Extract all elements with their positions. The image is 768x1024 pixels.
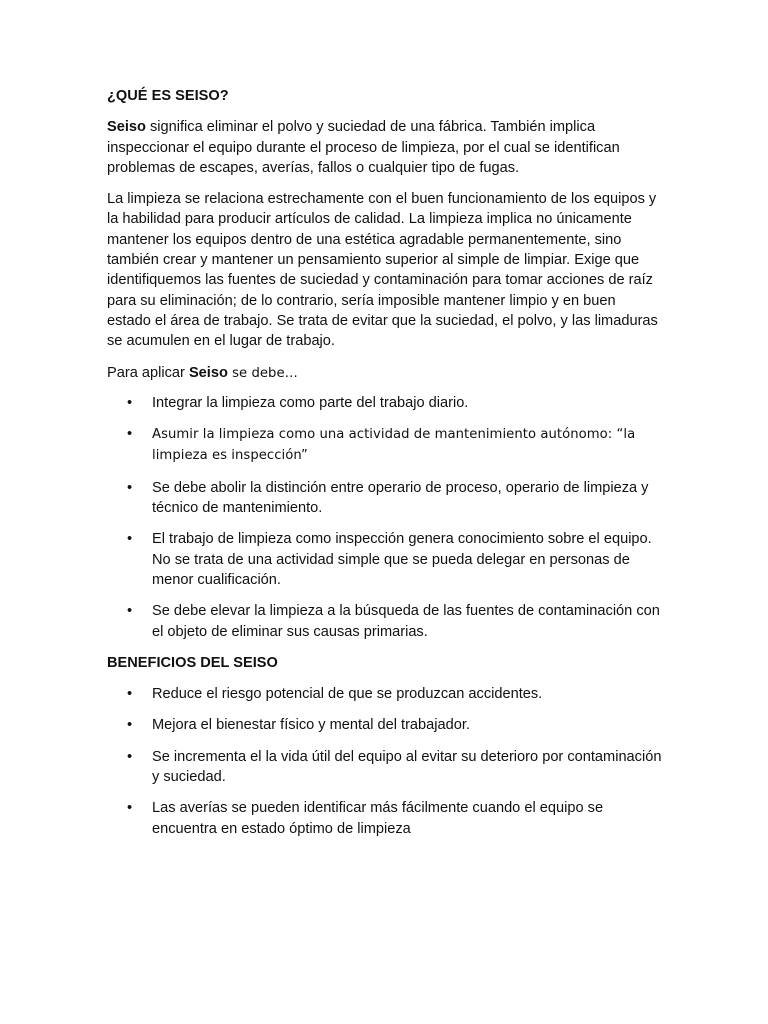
list-item [107, 747, 662, 788]
list-item-text: Asumir la limpieza como una actividad de mantenimiento autónomo: “la limpieza es inspección” [152, 427, 636, 464]
paragraph-how-to-apply [107, 363, 662, 384]
list-item-text: Se incrementa el la vida útil del equipo al evitar su deterioro por contaminación y suciedad. [152, 748, 662, 786]
list-item [107, 424, 662, 467]
benefits-list [107, 684, 662, 839]
bold-term-seiso-2: Seiso [188, 364, 228, 381]
list-item [107, 601, 662, 642]
list-item-text: Se debe abolir la distinción entre operario de proceso, operario de limpieza y técnico de mantenimiento. [152, 479, 649, 517]
list-item-text: Mejora el bienestar físico y mental del trabajador. [152, 717, 470, 734]
list-item [107, 798, 662, 839]
bullet-icon: • [127, 479, 133, 496]
bullet-icon: • [127, 748, 133, 765]
list-item-text: Se debe elevar la limpieza a la búsqueda de las fuentes de contaminación con el objeto de eliminar sus causas primarias. [152, 603, 660, 640]
how-to-apply-suffix: se debe… [227, 365, 298, 381]
section-heading-que-es-seiso: ¿QUÉ ES SEISO? [107, 88, 229, 104]
paragraph-cleaning-explanation: La limpieza se relaciona estrechamente con el buen funcionamiento de los equipos y la habilidad para producir artículos de calidad. La limpieza implica no únicamente mantener los equipos dentro de una estética agradable permanentemente, sino también crear y mantener un pensamiento superior al simple de limpiar. Exige que identifiquemos las fuentes de suciedad y contaminación para tomar acciones de raíz para su eliminación; de lo contrario, sería imposible mantener limpio y en buen estado el área de trabajo. Se trata de evitar que la suciedad, el polvo, y las limaduras se acumulen en el lugar de trabajo. [107, 191, 658, 350]
list-item-text: El trabajo de limpieza como inspección genera conocimiento sobre el equipo. No se trata de una actividad simple que se pueda delegar en personas de menor cualificación. [152, 531, 652, 588]
list-item-text: Las averías se pueden identificar más fácilmente cuando el equipo se encuentra en estado óptimo de limpieza [152, 800, 604, 837]
list-item [107, 393, 662, 413]
list-item [107, 478, 662, 519]
apply-seiso-list [107, 393, 662, 642]
list-item-text: Integrar la limpieza como parte del trabajo diario. [152, 394, 469, 411]
paragraph-definition-text: significa eliminar el polvo y suciedad de una fábrica. También implica inspeccionar el equipo durante el proceso de limpieza, por el cual se identifican problemas de escapes, averías, fallos o cualquier tipo de fugas. [107, 119, 620, 176]
bold-term-seiso: Seiso [107, 119, 146, 136]
bullet-icon: • [127, 717, 133, 734]
section-heading-beneficios: BENEFICIOS DEL SEISO [107, 654, 278, 671]
document-page [107, 86, 662, 850]
how-to-apply-prefix: Para aplicar [107, 364, 189, 381]
bullet-icon: • [127, 531, 133, 548]
list-item [107, 684, 662, 704]
list-item-text: Reduce el riesgo potencial de que se produzcan accidentes. [152, 686, 543, 703]
list-item [107, 529, 662, 590]
bullet-icon: • [127, 686, 133, 703]
list-item [107, 715, 662, 735]
bullet-icon: • [127, 394, 133, 411]
bullet-icon: • [127, 603, 133, 620]
bullet-icon: • [127, 800, 133, 817]
paragraph-definition [107, 117, 662, 178]
bullet-icon: • [127, 426, 133, 443]
